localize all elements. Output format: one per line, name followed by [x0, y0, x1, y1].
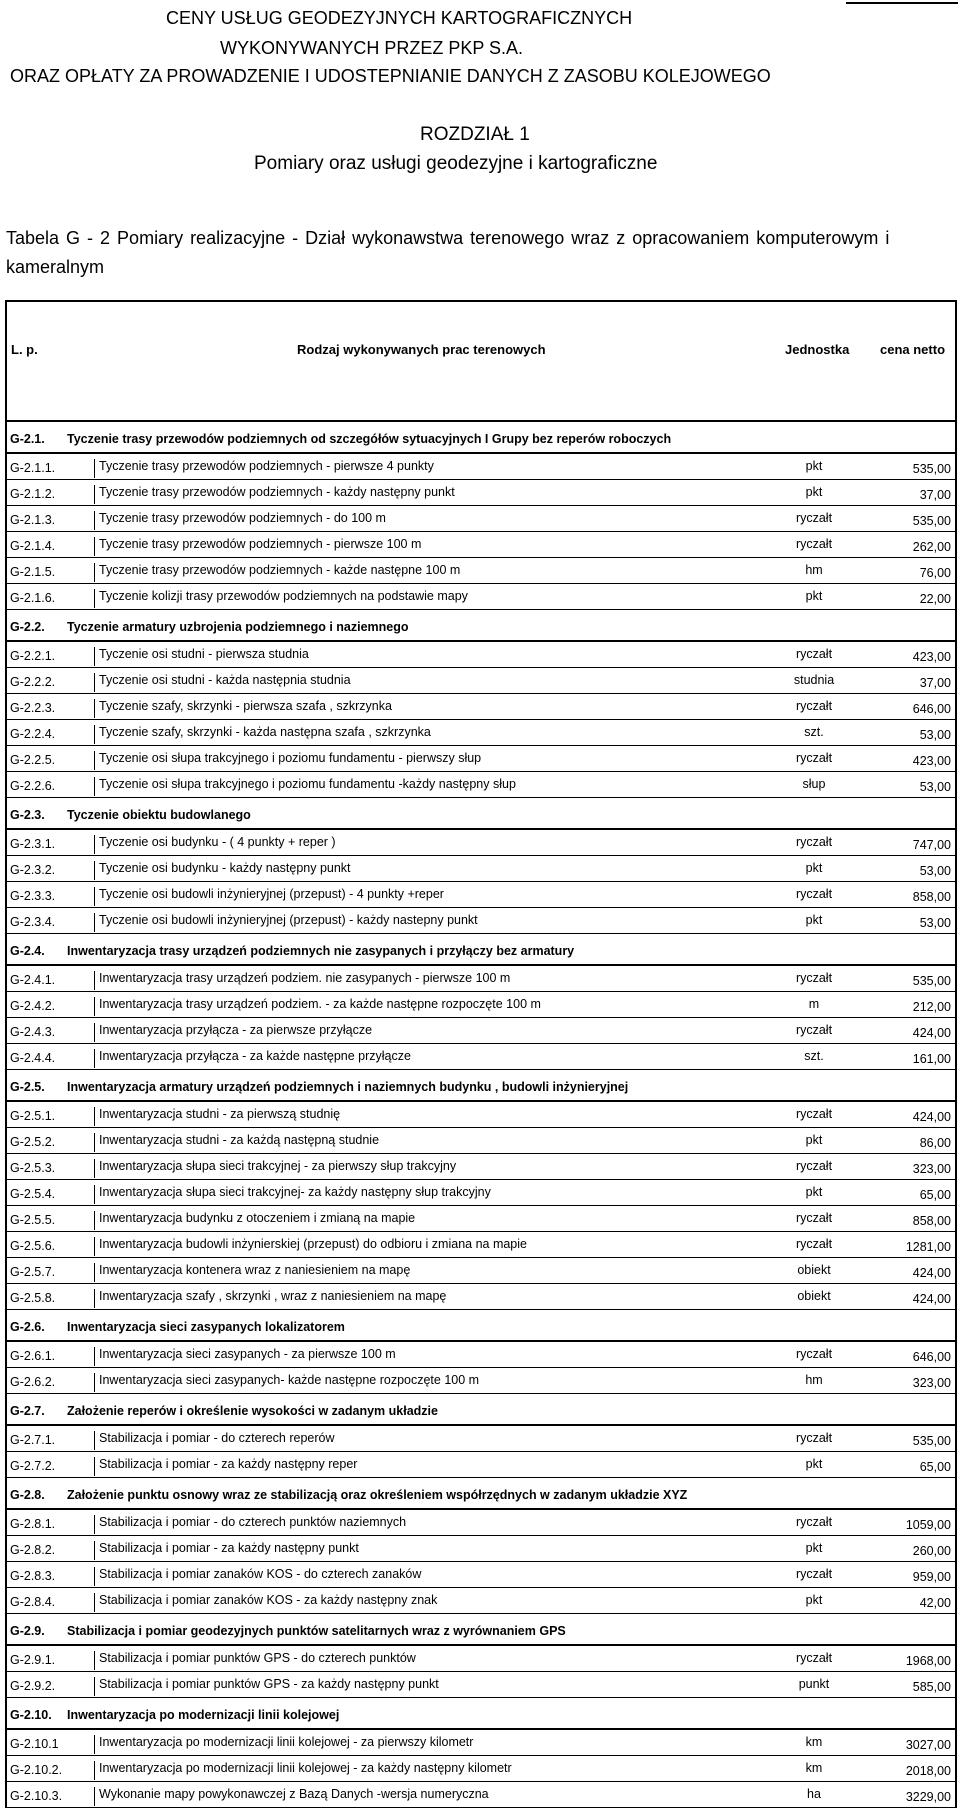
row-price: 423,00	[912, 754, 951, 768]
table-row	[7, 506, 955, 532]
row-code: G-2.5.1.	[10, 1109, 56, 1123]
row-unit: ryczałt	[795, 1211, 833, 1225]
row-price: 161,00	[912, 1052, 951, 1066]
table-row	[7, 558, 955, 584]
row-code: G-2.9.1.	[10, 1653, 56, 1667]
row-description: Inwentaryzacja budowli inżynierskiej (przepust) do odbioru i zmiana na mapie	[94, 1237, 785, 1256]
row-price: 423,00	[912, 650, 951, 664]
section-title: Założenie punktu osnowy wraz ze stabilizacją oraz określeniem współrzędnych w zadanym układzie XYZ	[67, 1488, 688, 1502]
row-unit: ryczałt	[795, 537, 833, 551]
table-row	[7, 1128, 955, 1154]
row-code: G-2.4.1.	[10, 973, 56, 987]
row-price: 262,00	[912, 540, 951, 554]
row-unit: studnia	[793, 673, 835, 687]
row-price: 535,00	[912, 462, 951, 476]
row-price: 535,00	[912, 1434, 951, 1448]
row-unit: ryczałt	[795, 1567, 833, 1581]
row-unit: ryczałt	[795, 751, 833, 765]
row-description: Inwentaryzacja budynku z otoczeniem i zmianą na mapie	[94, 1211, 785, 1230]
row-description: Inwentaryzacja po modernizacji linii kolejowej - za pierwszy kilometr	[94, 1735, 785, 1754]
table-row	[7, 1206, 955, 1232]
section-title: Inwentaryzacja armatury urządzeń podziemnych i naziemnych budynku , budowli inżynieryjnej	[67, 1080, 629, 1094]
table-row	[7, 1258, 955, 1284]
row-description: Inwentaryzacja kontenera wraz z naniesieniem na mapę	[94, 1263, 785, 1282]
row-unit: ryczałt	[795, 835, 833, 849]
row-price: 424,00	[912, 1026, 951, 1040]
section-title: Tyczenie armatury uzbrojenia podziemnego i naziemnego	[67, 620, 409, 634]
row-price: 424,00	[912, 1266, 951, 1280]
row-description: Tyczenie trasy przewodów podziemnych - pierwsze 4 punkty	[94, 459, 785, 478]
row-description: Tyczenie osi budynku - każdy następny punkt	[94, 861, 785, 880]
table-row	[7, 772, 955, 798]
section-header	[7, 934, 955, 966]
row-description: Inwentaryzacja sieci zasypanych- każde następne rozpoczęte 100 m	[94, 1373, 785, 1392]
section-title: Inwentaryzacja sieci zasypanych lokalizatorem	[67, 1320, 345, 1334]
row-description: Inwentaryzacja słupa sieci trakcyjnej- za każdy następny słup trakcyjny	[94, 1185, 785, 1204]
row-unit: pkt	[805, 1457, 823, 1471]
column-cena: cena netto	[880, 342, 946, 357]
table-row	[7, 480, 955, 506]
section-header	[7, 1394, 955, 1426]
table-row	[7, 1782, 955, 1808]
price-table	[5, 300, 957, 1808]
row-description: Tyczenie trasy przewodów podziemnych - do 100 m	[94, 511, 785, 530]
row-code: G-2.2.2.	[10, 675, 56, 689]
row-price: 37,00	[919, 676, 951, 690]
row-description: Inwentaryzacja szafy , skrzynki , wraz z naniesieniem na mapę	[94, 1289, 785, 1308]
row-price: 53,00	[919, 780, 951, 794]
row-price: 1281,00	[905, 1240, 951, 1254]
row-unit: hm	[805, 563, 823, 577]
row-price: 3027,00	[905, 1738, 951, 1752]
row-description: Tyczenie trasy przewodów podziemnych - pierwsze 100 m	[94, 537, 785, 556]
row-description: Tyczenie osi studni - każda następnia studnia	[94, 673, 785, 692]
row-description: Tyczenie trasy przewodów podziemnych - każdy następny punkt	[94, 485, 785, 504]
row-code: G-2.3.4.	[10, 915, 56, 929]
row-price: 323,00	[912, 1376, 951, 1390]
table-row	[7, 992, 955, 1018]
row-price: 323,00	[912, 1162, 951, 1176]
row-price: 3229,00	[905, 1790, 951, 1804]
row-code: G-2.4.3.	[10, 1025, 56, 1039]
row-description: Tyczenie szafy, skrzynki - pierwsza szafa , szkrzynka	[94, 699, 785, 718]
row-unit: pkt	[805, 459, 823, 473]
table-row	[7, 1154, 955, 1180]
header-line-2: WYKONYWANYCH PRZEZ PKP S.A.	[220, 38, 524, 58]
table-row	[7, 1536, 955, 1562]
top-rule	[846, 2, 958, 4]
section-header	[7, 798, 955, 830]
row-price: 53,00	[919, 916, 951, 930]
row-unit: słup	[802, 777, 826, 791]
row-code: G-2.4.2.	[10, 999, 56, 1013]
row-description: Stabilizacja i pomiar zanaków KOS - za każdy następny znak	[94, 1593, 785, 1612]
row-code: G-2.6.2.	[10, 1375, 56, 1389]
row-code: G-2.10.2.	[10, 1763, 63, 1777]
row-code: G-2.5.4.	[10, 1187, 56, 1201]
row-unit: km	[805, 1761, 823, 1775]
row-unit: ryczałt	[795, 887, 833, 901]
section-code: G-2.9.	[10, 1624, 45, 1638]
row-code: G-2.4.4.	[10, 1051, 56, 1065]
row-code: G-2.2.4.	[10, 727, 56, 741]
section-header	[7, 1698, 955, 1730]
section-title: Stabilizacja i pomiar geodezyjnych punktów satelitarnych wraz z wyrównaniem GPS	[67, 1624, 566, 1638]
row-code: G-2.1.3.	[10, 513, 56, 527]
row-description: Tyczenie osi budowli inżynieryjnej (przepust) - 4 punkty +reper	[94, 887, 785, 906]
row-price: 53,00	[919, 864, 951, 878]
row-unit: pkt	[805, 1185, 823, 1199]
row-code: G-2.6.1.	[10, 1349, 56, 1363]
row-unit: pkt	[805, 1133, 823, 1147]
row-code: G-2.8.3.	[10, 1569, 56, 1583]
table-row	[7, 1510, 955, 1536]
row-code: G-2.3.1.	[10, 837, 56, 851]
table-row	[7, 1588, 955, 1614]
row-unit: ryczałt	[795, 1515, 833, 1529]
section-code: G-2.2.	[10, 620, 45, 634]
row-price: 37,00	[919, 488, 951, 502]
table-row	[7, 1044, 955, 1070]
row-description: Tyczenie osi słupa trakcyjnego i poziomu fundamentu - pierwszy słup	[94, 751, 785, 770]
table-row	[7, 1102, 955, 1128]
row-price: 76,00	[919, 566, 951, 580]
row-description: Tyczenie osi budowli inżynieryjnej (przepust) - każdy nastepny punkt	[94, 913, 785, 932]
row-code: G-2.5.7.	[10, 1265, 56, 1279]
row-price: 858,00	[912, 1214, 951, 1228]
row-unit: ryczałt	[795, 511, 833, 525]
table-row	[7, 642, 955, 668]
section-code: G-2.8.	[10, 1488, 45, 1502]
row-code: G-2.8.2.	[10, 1543, 56, 1557]
row-code: G-2.2.5.	[10, 753, 56, 767]
section-title: Inwentaryzacja trasy urządzeń podziemnych nie zasypanych i przyłączy bez armatury	[67, 944, 575, 958]
row-unit: szt.	[804, 1049, 824, 1063]
row-unit: ryczałt	[795, 1107, 833, 1121]
row-price: 585,00	[912, 1680, 951, 1694]
row-unit: pkt	[805, 913, 823, 927]
header-line-1: CENY USŁUG GEODEZYJNYCH KARTOGRAFICZNYCH	[166, 8, 633, 28]
row-description: Inwentaryzacja przyłącza - za każde następne przyłącze	[94, 1049, 785, 1068]
row-description: Stabilizacja i pomiar zanaków KOS - do czterech zanaków	[94, 1567, 785, 1586]
row-price: 424,00	[912, 1292, 951, 1306]
row-description: Inwentaryzacja po modernizacji linii kolejowej - za każdy następny kilometr	[94, 1761, 785, 1780]
row-unit: pkt	[805, 861, 823, 875]
row-unit: ryczałt	[795, 971, 833, 985]
table-row	[7, 668, 955, 694]
column-lp: L. p.	[11, 342, 38, 357]
row-price: 42,00	[919, 1596, 951, 1610]
row-code: G-2.1.1.	[10, 461, 56, 475]
table-row	[7, 1426, 955, 1452]
row-unit: ryczałt	[795, 1431, 833, 1445]
section-code: G-2.4.	[10, 944, 45, 958]
row-description: Inwentaryzacja trasy urządzeń podziem. - za każde następne rozpoczęte 100 m	[94, 997, 785, 1016]
row-price: 535,00	[912, 514, 951, 528]
table-row	[7, 694, 955, 720]
row-unit: km	[805, 1735, 823, 1749]
section-header	[7, 610, 955, 642]
table-row	[7, 454, 955, 480]
section-code: G-2.5.	[10, 1080, 45, 1094]
row-price: 212,00	[912, 1000, 951, 1014]
row-code: G-2.2.1.	[10, 649, 56, 663]
row-price: 22,00	[919, 592, 951, 606]
row-price: 747,00	[912, 838, 951, 852]
row-code: G-2.5.2.	[10, 1135, 56, 1149]
table-row	[7, 1730, 955, 1756]
section-title: Tyczenie trasy przewodów podziemnych od szczegółów sytuacyjnych I Grupy bez reperów roboczych	[67, 432, 672, 446]
table-row	[7, 1284, 955, 1310]
row-unit: pkt	[805, 1593, 823, 1607]
row-description: Stabilizacja i pomiar - za każdy następny punkt	[94, 1541, 785, 1560]
row-price: 535,00	[912, 974, 951, 988]
row-unit: pkt	[805, 485, 823, 499]
row-unit: ryczałt	[795, 1159, 833, 1173]
section-header	[7, 1310, 955, 1342]
row-description: Inwentaryzacja studni - za pierwszą studnię	[94, 1107, 785, 1126]
table-row	[7, 966, 955, 992]
row-price: 53,00	[919, 728, 951, 742]
table-row	[7, 1368, 955, 1394]
table-row	[7, 1562, 955, 1588]
row-description: Inwentaryzacja sieci zasypanych - za pierwsze 100 m	[94, 1347, 785, 1366]
row-unit: ryczałt	[795, 1651, 833, 1665]
row-unit: ryczałt	[795, 1023, 833, 1037]
section-header	[7, 422, 955, 454]
section-code: G-2.10.	[10, 1708, 52, 1722]
row-price: 2018,00	[905, 1764, 951, 1778]
table-header	[7, 302, 955, 422]
row-description: Stabilizacja i pomiar punktów GPS - do czterech punktów	[94, 1651, 785, 1670]
section-title: Tyczenie obiektu budowlanego	[67, 808, 251, 822]
column-jednostka: Jednostka	[785, 342, 850, 357]
table-row	[7, 908, 955, 934]
header-line-3: ORAZ OPŁATY ZA PROWADZENIE I UDOSTEPNIANIE DANYCH Z ZASOBU KOLEJOWEGO	[10, 66, 771, 86]
table-body	[7, 422, 955, 1808]
row-unit: pkt	[805, 1541, 823, 1555]
table-row	[7, 746, 955, 772]
row-unit: hm	[805, 1373, 823, 1387]
row-code: G-2.8.1.	[10, 1517, 56, 1531]
section-header	[7, 1478, 955, 1510]
row-unit: m	[808, 997, 820, 1011]
row-code: G-2.1.4.	[10, 539, 56, 553]
row-price: 1968,00	[905, 1654, 951, 1668]
table-row	[7, 532, 955, 558]
row-description: Stabilizacja i pomiar - za każdy następny reper	[94, 1457, 785, 1476]
row-code: G-2.8.4.	[10, 1595, 56, 1609]
row-unit: ryczałt	[795, 647, 833, 661]
row-description: Tyczenie szafy, skrzynki - każda następna szafa , szkrzynka	[94, 725, 785, 744]
row-code: G-2.2.6.	[10, 779, 56, 793]
row-description: Tyczenie osi budynku - ( 4 punkty + reper )	[94, 835, 785, 854]
row-code: G-2.5.6.	[10, 1239, 56, 1253]
row-price: 858,00	[912, 890, 951, 904]
section-header	[7, 1070, 955, 1102]
row-unit: ryczałt	[795, 1347, 833, 1361]
row-description: Inwentaryzacja studni - za każdą następną studnie	[94, 1133, 785, 1152]
table-row	[7, 1452, 955, 1478]
row-description: Stabilizacja i pomiar punktów GPS - za każdy następny punkt	[94, 1677, 785, 1696]
row-unit: punkt	[798, 1677, 830, 1691]
row-description: Tyczenie osi studni - pierwsza studnia	[94, 647, 785, 666]
row-description: Inwentaryzacja słupa sieci trakcyjnej - za pierwszy słup trakcyjny	[94, 1159, 785, 1178]
row-code: G-2.2.3.	[10, 701, 56, 715]
table-row	[7, 1672, 955, 1698]
section-code: G-2.7.	[10, 1404, 45, 1418]
chapter-subtitle: Pomiary oraz usługi geodezyjne i kartograficzne	[254, 153, 658, 174]
row-code: G-2.10.1	[10, 1737, 59, 1751]
row-price: 646,00	[912, 702, 951, 716]
table-row	[7, 882, 955, 908]
row-code: G-2.1.6.	[10, 591, 56, 605]
row-unit: ha	[807, 1787, 821, 1801]
table-row	[7, 1180, 955, 1206]
table-row	[7, 1342, 955, 1368]
row-code: G-2.3.3.	[10, 889, 56, 903]
row-description: Tyczenie kolizji trasy przewodów podziemnych na podstawie mapy	[94, 589, 785, 608]
row-description: Tyczenie trasy przewodów podziemnych - każde następne 100 m	[94, 563, 785, 582]
table-row	[7, 1018, 955, 1044]
row-description: Stabilizacja i pomiar - do czterech reperów	[94, 1431, 785, 1450]
row-code: G-2.5.8.	[10, 1291, 56, 1305]
table-row	[7, 1646, 955, 1672]
row-description: Inwentaryzacja trasy urządzeń podziem. nie zasypanych - pierwsze 100 m	[94, 971, 785, 990]
row-price: 65,00	[919, 1188, 951, 1202]
row-price: 1059,00	[905, 1518, 951, 1532]
row-price: 646,00	[912, 1350, 951, 1364]
row-code: G-2.5.3.	[10, 1161, 56, 1175]
row-price: 959,00	[912, 1570, 951, 1584]
section-title: Inwentaryzacja po modernizacji linii kolejowej	[67, 1708, 340, 1722]
row-unit: obiekt	[797, 1289, 831, 1303]
table-row	[7, 856, 955, 882]
row-price: 260,00	[912, 1544, 951, 1558]
section-code: G-2.1.	[10, 432, 45, 446]
row-unit: ryczałt	[795, 699, 833, 713]
section-title: Założenie reperów i określenie wysokości w zadanym układzie	[67, 1404, 438, 1418]
row-unit: szt.	[804, 725, 824, 739]
row-description: Inwentaryzacja przyłącza - za pierwsze przyłącze	[94, 1023, 785, 1042]
section-code: G-2.3.	[10, 808, 45, 822]
row-unit: obiekt	[797, 1263, 831, 1277]
section-header	[7, 1614, 955, 1646]
table-row	[7, 720, 955, 746]
row-description: Tyczenie osi słupa trakcyjnego i poziomu fundamentu -każdy następny słup	[94, 777, 785, 796]
row-code: G-2.7.1.	[10, 1433, 56, 1447]
row-price: 65,00	[919, 1460, 951, 1474]
table-row	[7, 830, 955, 856]
row-price: 424,00	[912, 1110, 951, 1124]
table-title: Tabela G - 2 Pomiary realizacyjne - Dział wykonawstwa terenowego wraz z opracowaniem komputerowym i kameralnym	[6, 228, 890, 277]
row-unit: pkt	[805, 589, 823, 603]
row-code: G-2.10.3.	[10, 1789, 63, 1803]
row-unit: ryczałt	[795, 1237, 833, 1251]
row-description: Wykonanie mapy powykonawczej z Bazą Danych -wersja numeryczna	[94, 1787, 785, 1806]
row-code: G-2.5.5.	[10, 1213, 56, 1227]
chapter-title: ROZDZIAŁ 1	[420, 124, 530, 145]
row-code: G-2.7.2.	[10, 1459, 56, 1473]
row-code: G-2.1.5.	[10, 565, 56, 579]
table-row	[7, 1756, 955, 1782]
row-code: G-2.9.2.	[10, 1679, 56, 1693]
row-description: Stabilizacja i pomiar - do czterech punktów naziemnych	[94, 1515, 785, 1534]
section-code: G-2.6.	[10, 1320, 45, 1334]
row-price: 86,00	[919, 1136, 951, 1150]
table-row	[7, 1232, 955, 1258]
column-rodzaj: Rodzaj wykonywanych prac terenowych	[297, 342, 546, 357]
table-row	[7, 584, 955, 610]
row-code: G-2.3.2.	[10, 863, 56, 877]
row-code: G-2.1.2.	[10, 487, 56, 501]
